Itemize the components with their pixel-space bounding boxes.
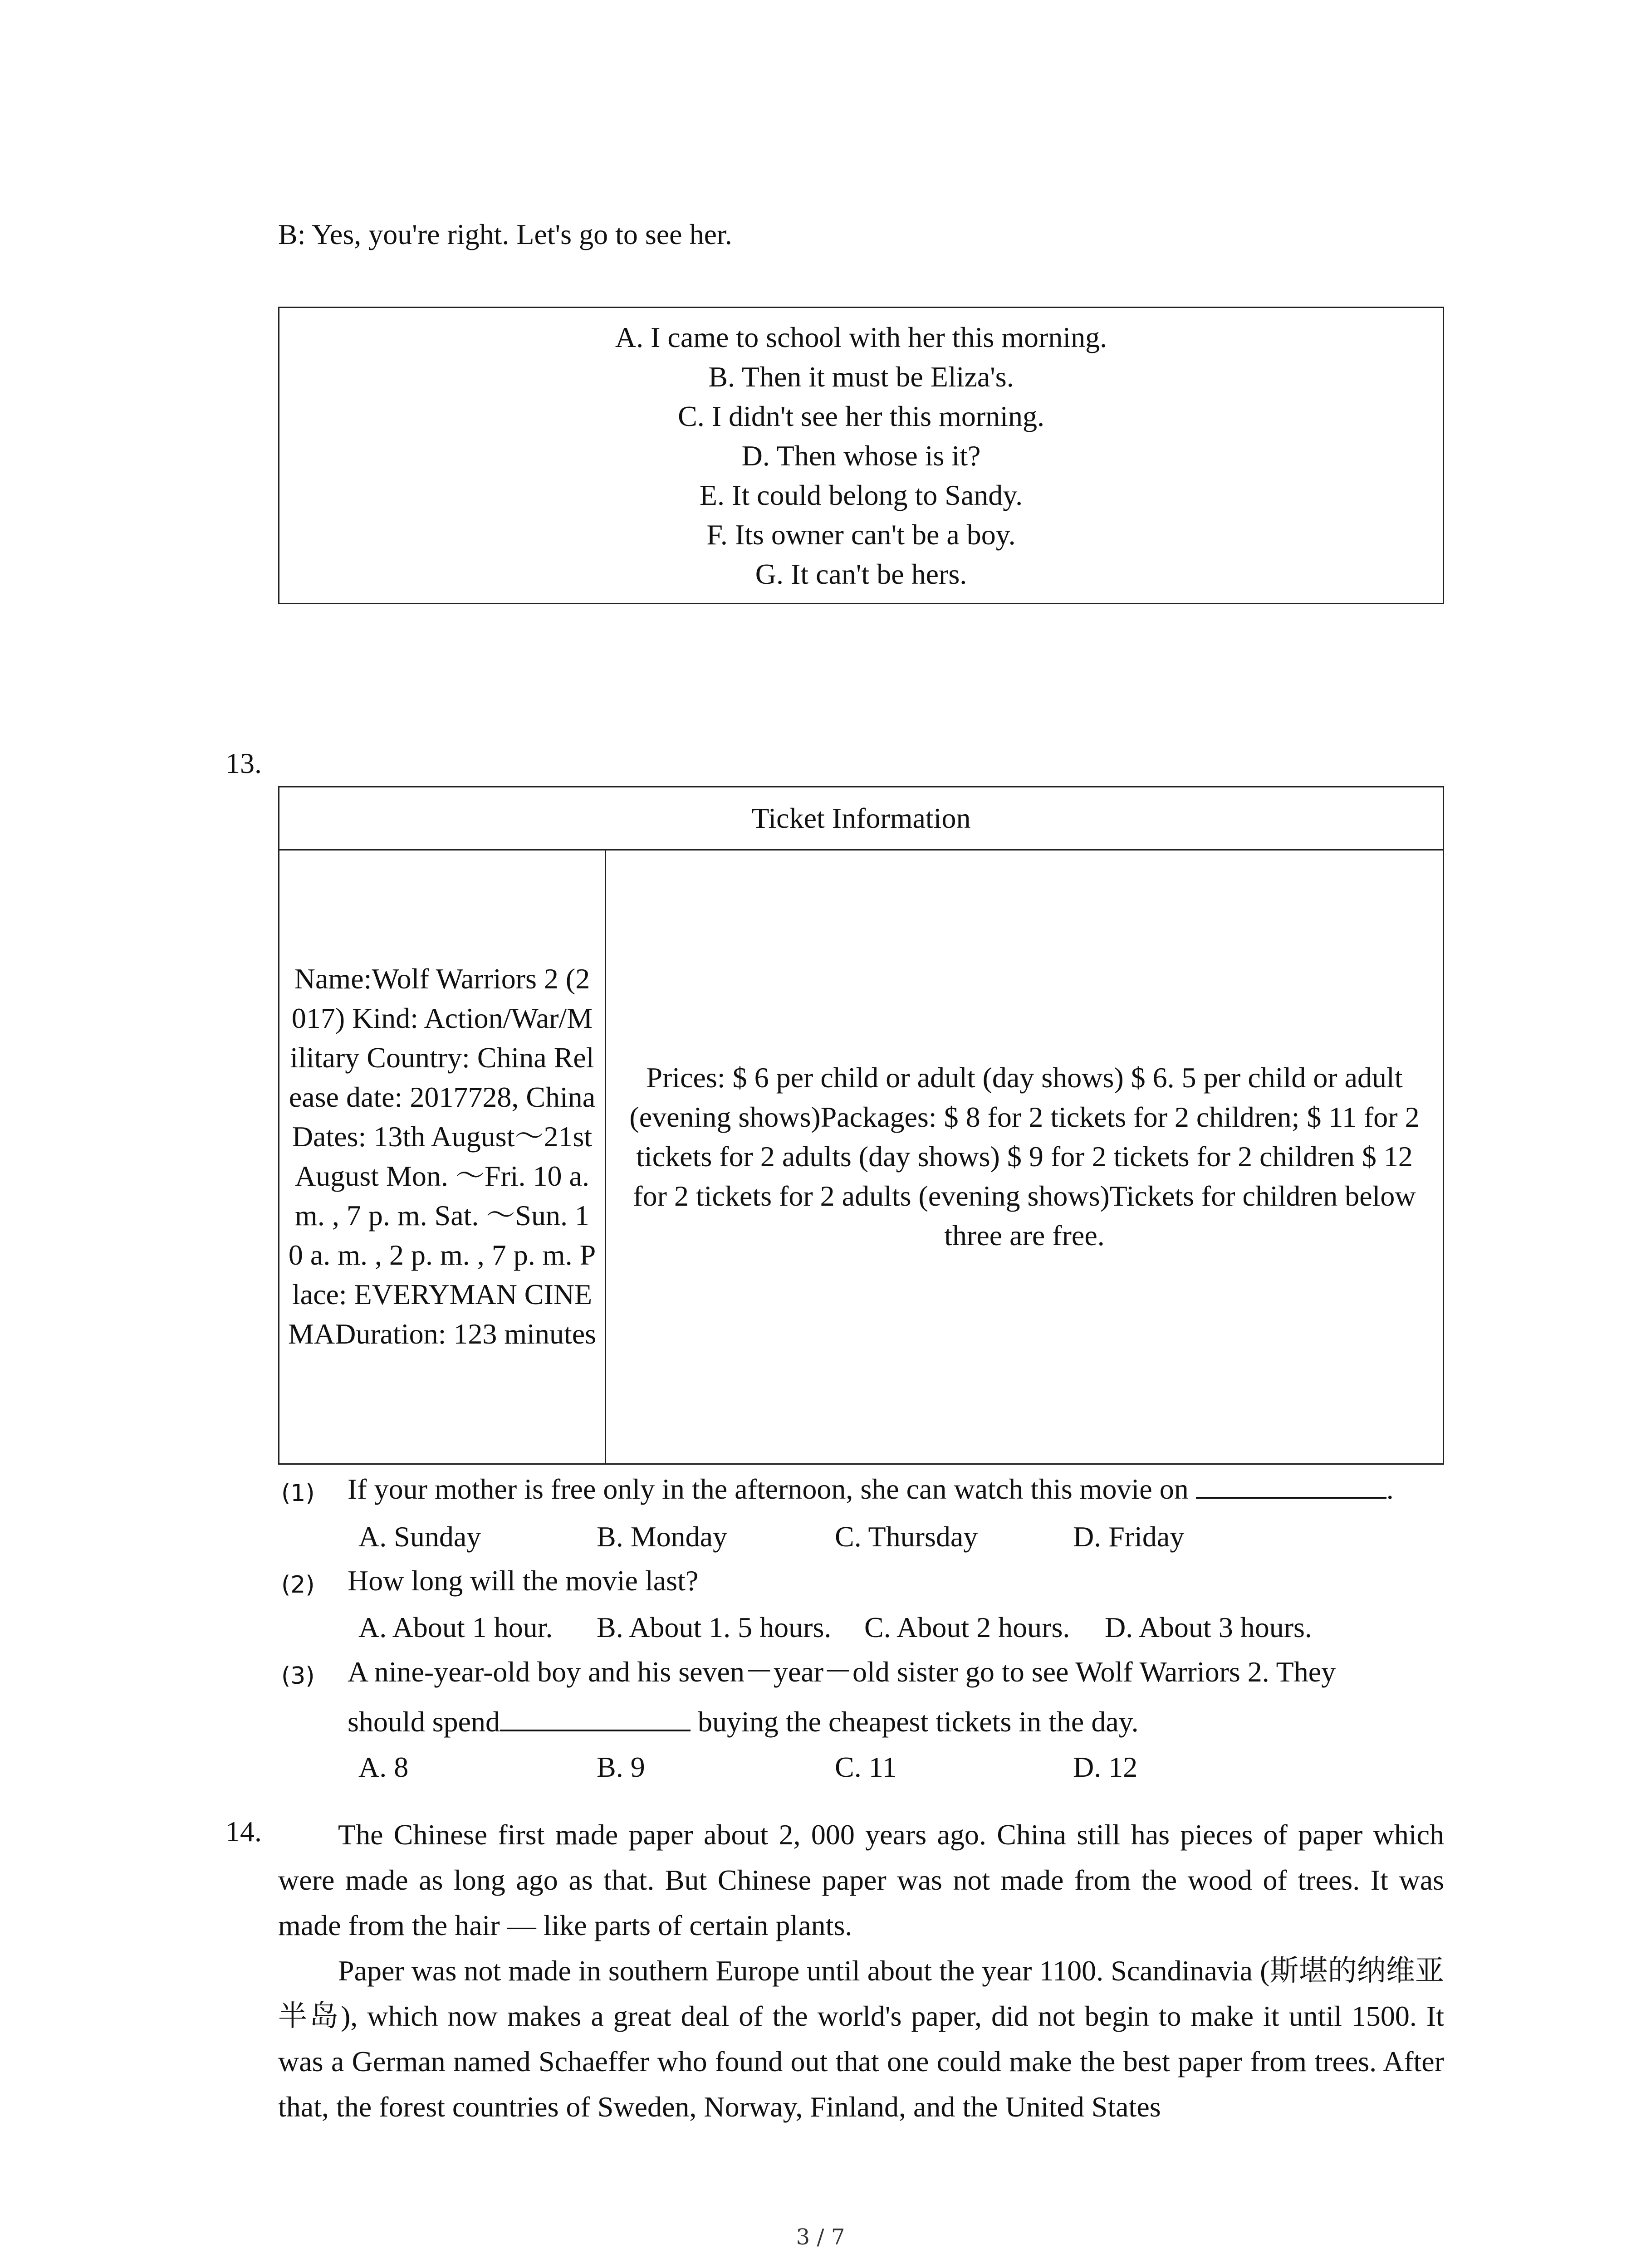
subq-2-mark: (2) [281, 1571, 315, 1598]
choice: B. About 1. 5 hours. [597, 1611, 832, 1643]
choice: C. About 2 hours. [864, 1611, 1070, 1643]
choice: A. About 1 hour. [358, 1611, 553, 1643]
option-e: E. It could belong to Sandy. [699, 479, 1023, 511]
choice: B. 9 [597, 1751, 645, 1783]
option-d: D. Then whose is it? [741, 439, 981, 472]
page-number: 3 / 7 [796, 2224, 845, 2250]
options-box [278, 307, 1444, 604]
movie-details-text: Name:Wolf Warriors 2 (2017) Kind: Action/War/Military Country: China Release date: 2017728, China Dates: 13th August～21st August Mon. ～Fri. 10 a. m. , 7 p. m. Sat. ～Sun. 10 a. m. , 2 p. m. , 7 p. m. Place: EVERYMAN CINEMADuration: 123 minutes [288, 963, 597, 1350]
subq-2-text: How long will the movie last? [348, 1564, 699, 1597]
question-number-13: 13. [225, 747, 262, 779]
choice: D. Friday [1073, 1520, 1185, 1553]
subq-1-mark: (1) [281, 1480, 315, 1507]
subq-1-text: If your mother is free only in the afternoon, she can watch this movie on [348, 1473, 1189, 1505]
choice: A. 8 [358, 1751, 409, 1783]
subq-1-choices [358, 1517, 1311, 1556]
subq-3-mark: (3) [281, 1662, 315, 1690]
subq-3-line2: should spend buying the cheapest tickets in the day. [348, 1702, 1455, 1741]
subq-2-choices [358, 1608, 1341, 1647]
option-c: C. I didn't see her this morning. [678, 400, 1044, 432]
prices-cell [606, 849, 1443, 1463]
option-a: A. I came to school with her this morning. [615, 321, 1107, 353]
choice: B. Monday [597, 1520, 727, 1553]
passage-paragraph-2: Paper was not made in southern Europe until about the year 1100. Scandinavia (斯堪的纳维亚半岛), which now makes a great deal of the world's paper, did not begin to make it until 1500. It was a German named Schaeffer who found out that one could make the best paper from trees. After that, the forest countries of Sweden, Norway, Finland, and the United States [278, 1955, 1444, 2123]
choice: D. About 3 hours. [1105, 1611, 1312, 1643]
option-f: F. Its owner can't be a boy. [706, 518, 1016, 551]
answer-blank-3[interactable] [500, 1702, 691, 1731]
option-g: G. It can't be hers. [755, 557, 967, 590]
prices-text: Prices: $ 6 per child or adult (day shows) $ 6. 5 per child or adult (evening shows)Packages: $ 8 for 2 tickets for 2 children; $ 11 for 2 tickets for 2 adults (day shows) $ 9 for 2 tickets for 2 children $ 12 for 2 tickets for 2 adults (evening shows)Tickets for children below three are free. [629, 1061, 1420, 1251]
choice: D. 12 [1073, 1751, 1138, 1783]
subq-1: If your mother is free only in the afternoon, she can watch this movie on . [348, 1470, 1455, 1509]
table-header: Ticket Information [279, 787, 1443, 850]
movie-details-cell [279, 849, 606, 1463]
subq-3-line1: A nine-year-old boy and his seven－year－old sister go to see Wolf Warriors 2. They [348, 1656, 1336, 1688]
ticket-info-table [278, 786, 1444, 1465]
option-b: B. Then it must be Eliza's. [708, 360, 1014, 393]
question-number-14: 14. [225, 1815, 262, 1848]
choice: C. 11 [835, 1751, 897, 1783]
subq-3-choices [358, 1748, 1311, 1787]
choice: A. Sunday [358, 1520, 481, 1553]
passage-paragraph-1: The Chinese first made paper about 2, 000 years ago. China still has pieces of paper which were made as long ago as that. But Chinese paper was not made from the wood of trees. It was made from the hair — like parts of certain plants. [278, 1818, 1444, 1941]
choice: C. Thursday [835, 1520, 978, 1553]
dialogue-line: B: Yes, you're right. Let's go to see her. [278, 218, 732, 250]
answer-blank-1[interactable] [1196, 1470, 1386, 1499]
